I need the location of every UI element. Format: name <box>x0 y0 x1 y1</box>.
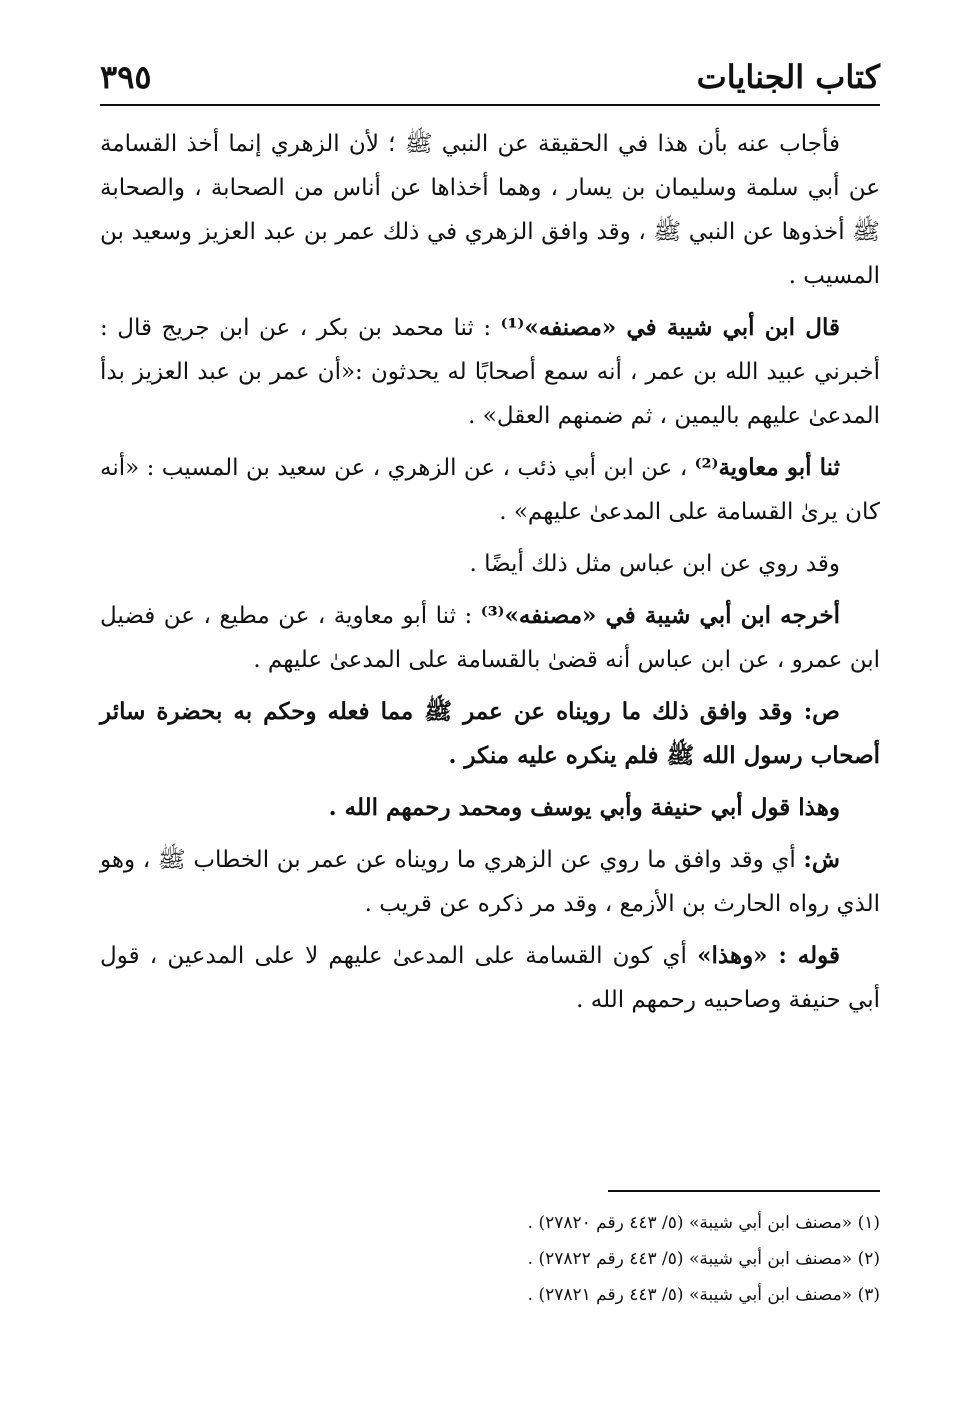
paragraph-lead: ص: وقد وافق ذلك ما رويناه عن عمر ﷺ مما فعله وحكم به بحضرة سائر أصحاب رسول الله ﷺ فلم ينكره عليه منكر . <box>100 698 880 769</box>
footnote: (٣) «مصنف ابن أبي شيبة» (٥/ ٤٤٣ رقم ٢٧٨٢١) . <box>527 1285 880 1305</box>
paragraph-lead: وهذا قول أبي حنيفة وأبي يوسف ومحمد رحمهم الله . <box>328 794 840 821</box>
paragraph <box>100 306 880 438</box>
paragraph-lead: قال ابن أبي شيبة في «مصنفه»⁽¹⁾ <box>500 314 840 341</box>
paragraph-lead: قوله : «وهذا» <box>697 942 840 969</box>
paragraph <box>100 594 880 682</box>
footnotes <box>100 1205 880 1313</box>
main-text <box>100 122 880 1030</box>
paragraph-matn <box>100 690 880 778</box>
paragraph-text: أي وقد وافق ما روي عن الزهري ما رويناه عن عمر بن الخطاب ﷺ ، وهو الذي رواه الحارث بن الأزمع ، وقد مر ذكره عن قريب . <box>100 847 880 917</box>
paragraph <box>100 446 880 534</box>
footnote: (٢) «مصنف ابن أبي شيبة» (٥/ ٤٤٣ رقم ٢٧٨٢٢) . <box>527 1249 880 1269</box>
running-header <box>100 52 880 102</box>
paragraph <box>100 122 880 298</box>
paragraph-text: ، عن ابن أبي ذئب ، عن الزهري ، عن سعيد بن المسيب : «أنه كان يرىٰ القسامة على المدعىٰ عليهم» . <box>100 455 880 525</box>
paragraph-text: : ثنا محمد بن بكر ، عن ابن جريج قال : أخبرني عبيد الله بن عمر ، أنه سمع أصحابًا له يحدثون :«أن عمر بن عبد العزيز بدأ المدعىٰ عليهم باليمين ، ثم ضمنهم العقل» . <box>100 315 880 429</box>
paragraph-text: فأجاب عنه بأن هذا في الحقيقة عن النبي ﷺ ؛ لأن الزهري إنما أخذ القسامة عن أبي سلمة وسليمان بن يسار ، وهما أخذاها عن أناس من الصحابة ، والصحابة ﷺ أخذوها عن النبي ﷺ ، وقد وافق الزهري في ذلك عمر بن عبد العزيز وسعيد بن المسيب . <box>100 131 880 289</box>
paragraph-sharh <box>100 838 880 926</box>
paragraph-text: وقد روي عن ابن عباس مثل ذلك أيضًا . <box>469 551 840 577</box>
paragraph-text: أي كون القسامة على المدعىٰ عليهم لا على المدعين ، قول أبي حنيفة وصاحبيه رحمهم الله . <box>100 943 880 1013</box>
paragraph-lead: ش: <box>803 846 840 873</box>
chapter-title: كتاب الجنايات <box>696 58 880 96</box>
footnote: (١) «مصنف ابن أبي شيبة» (٥/ ٤٤٣ رقم ٢٧٨٢٠) . <box>527 1213 880 1233</box>
paragraph-text: : ثنا أبو معاوية ، عن مطيع ، عن فضيل ابن عمرو ، عن ابن عباس أنه قضىٰ بالقسامة على المدعىٰ عليهم . <box>100 603 880 673</box>
page-number: ٣٩٥ <box>100 58 152 96</box>
footnote-separator <box>608 1190 880 1192</box>
header-rule <box>100 104 880 106</box>
paragraph-matn <box>100 786 880 830</box>
paragraph-lead: أخرجه ابن أبي شيبة في «مصنفه»⁽³⁾ <box>480 602 840 629</box>
paragraph-lead: ثنا أبو معاوية⁽²⁾ <box>694 454 840 481</box>
paragraph <box>100 542 880 586</box>
paragraph <box>100 934 880 1022</box>
